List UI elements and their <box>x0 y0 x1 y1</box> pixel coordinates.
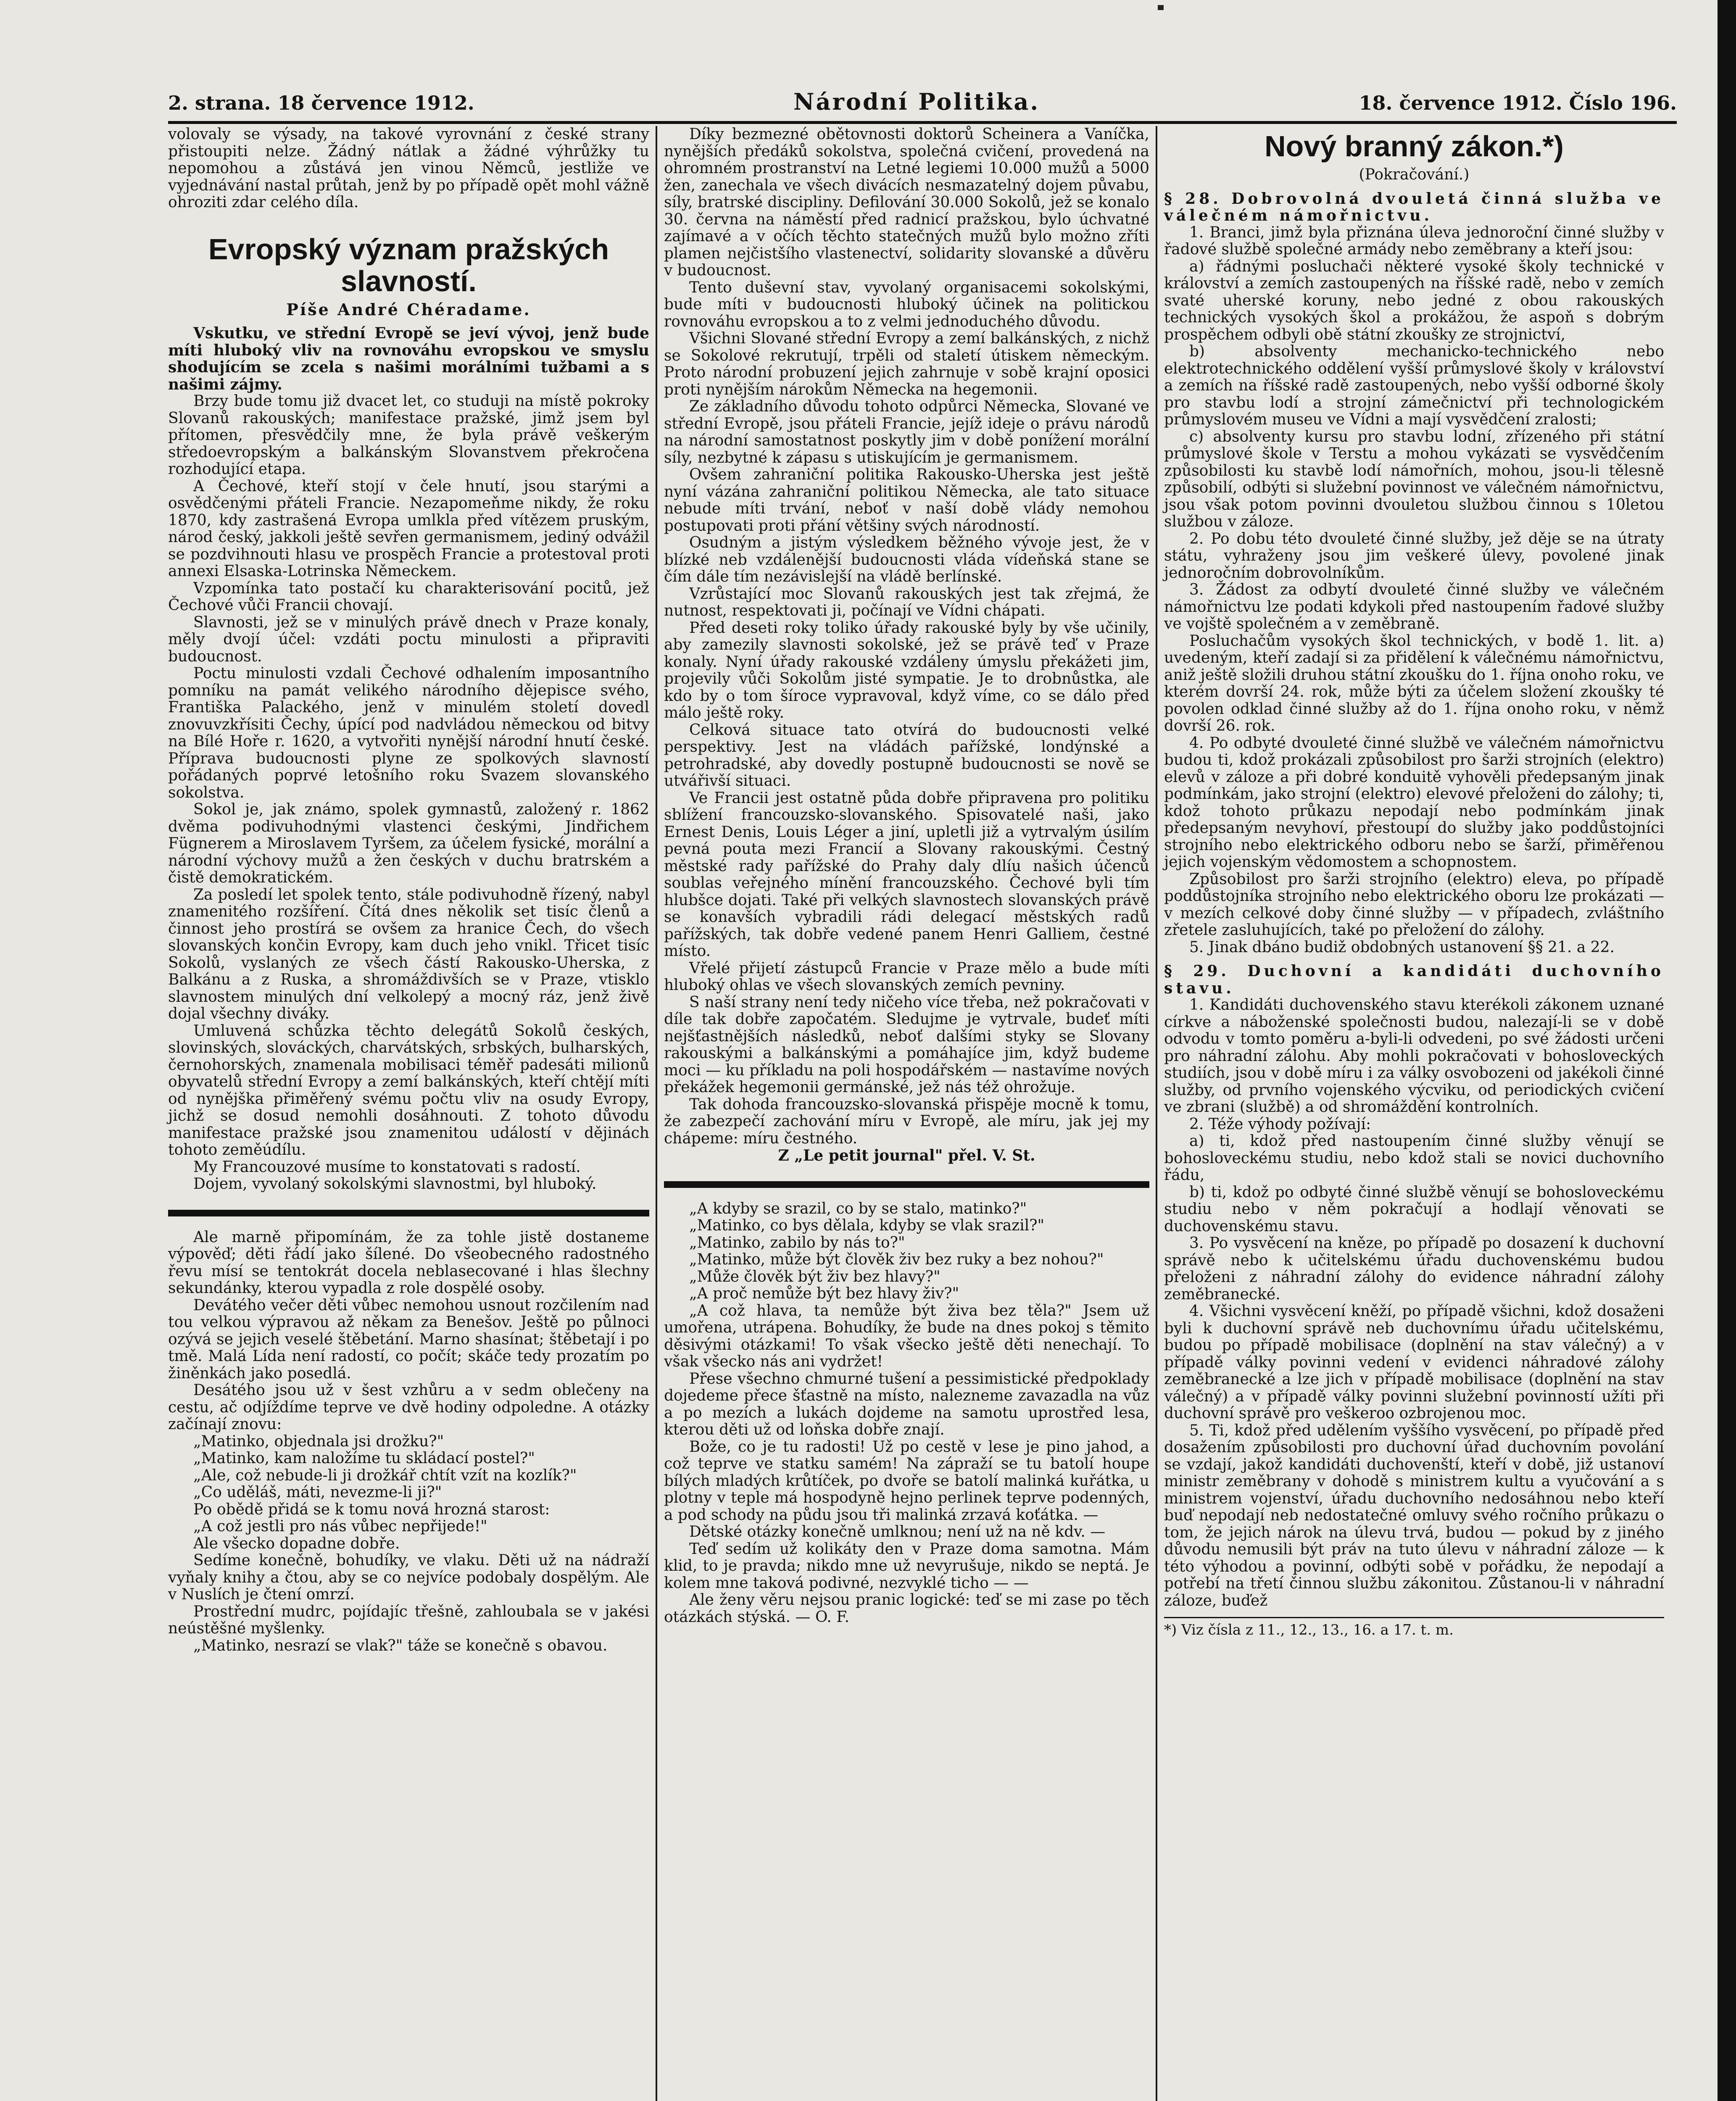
paragraph: „Matinko, objednala jsi drožku?" <box>193 1432 444 1450</box>
paragraph: Sokol je, jak známo, spolek gymnastů, založený r. 1862 dvěma podivuhodnými vlastenci českými, Jindřichem Fügnerem a Miroslavem Tyršem, za účelem fysické, morální a národní výchovy mužů a žen českých v duchu bratrském a čistě demokratickém. <box>168 801 649 886</box>
paragraph: Za posledí let spolek tento, stále podivuhodně řízený, nabyl znamenitého rozšíření. Čítá dnes několik set tisíc členů a činnost jeho prostírá se ovšem za hranice Čech, do všech slovanských končin Evropy, kam duch jeho vnikl. Třicet tisíc Sokolů, vyslaných ze všech částí Rakousko-Uherska, z Balkánu a z Ruska, a shromáždivších se v Praze, vtisklo slavnostem minulých dní velkolepý a mocný ráz, jenž živě dojal všechny diváky. <box>168 886 649 1022</box>
footnote: *) Viz čísla z 11., 12., 13., 16. a 17. t. m. <box>1164 1617 1664 1639</box>
paragraph: Vskutku, ve střední Evropě se jeví vývoj, jenž bude míti hluboký vliv na rovnováhu evropskou ve smyslu shodujícím se zcela s našimi morálními tužbami a s našimi zájmy. <box>168 324 649 393</box>
paragraph: Prostřední mudrc, pojídajíc třešně, zahloubala se v jakési neústěšné myšlenky. <box>168 1603 649 1637</box>
paragraph: Vzrůstající moc Slovanů rakouských jest tak zřejmá, že nutnost, respektovati ji, počínají ve Vídni chápati. <box>664 585 1149 619</box>
paragraph: Devátého večer děti vůbec nemohou usnout rozčilením nad tou velkou výpravou až někam za Benešov. Ještě po půlnoci ozývá se jejich veselé štěbetání. Marno shasínat; štěbetají i po tmě. Malá Lída není radostí, co počít; skáče tedy prozatím po žiněnkách jako posedlá. <box>168 1296 649 1382</box>
paragraph: Díky bezmezné obětovnosti doktorů Scheinera a Vaníčka, nynějších předáků sokolstva, společná cvičení, provedená na ohromném prostranství na Letné legiemi 10.000 mužů a 5000 žen, zanechala ve všech divácích nesmazatelný dojem půvabu, síly, bratrské discipliny. Defilování 30.000 Sokolů, jež se konalo 30. června na náměstí před radnicí pražskou, bylo úchvatné zajímavé a v očích těchto statečných mužů bylo možno zříti plamen nejčistšího vlastenectví, solidarity slovanské a důvěru v budoucnost. <box>664 126 1149 279</box>
paragraph: Desátého jsou už v šest vzhůru a v sedm oblečeny na cestu, ač odjíždíme teprve ve dvě hodiny odpoledne. A otázky začínají znovu: <box>168 1382 649 1433</box>
paragraph: Tak dohoda francouzsko-slovanská přispěje mocně k tomu, že zabezpečí zachování míru v Evropě, ale míru, jak jej my chápeme: míru čestného. <box>664 1095 1149 1147</box>
newspaper-title: Národní Politika. <box>793 88 1040 115</box>
paragraph: 1. Branci, jimž byla přiznána úleva jednoroční činné služby v řadové službě společné armády nebo zeměbrany a kteří jsou: <box>1164 224 1664 258</box>
paragraph: Celková situace tato otvírá do budoucnosti velké perspektivy. Jest na vládách pařížské, londýnské a petrohradské, aby dovedly postupně budoucnosti se nově se utvářivší situaci. <box>664 721 1149 790</box>
paragraph: Teď sedím už kolikáty den v Praze doma samotna. Mám klid, to je pravda; nikdo mne už nevyrušuje, nikdo se neptá. Je kolem mne taková podivné, nezvyklé ticho — — <box>664 1540 1149 1592</box>
paragraph: volovaly se výsady, na takové vyrovnání z české strany přistoupiti nelze. Žádný nátlak a žádné výhrůžky tu nepomohou a zůstává jen vinou Němců, jestliže ve vyjednávání nastal průtah, jenž by po případě opět mohl vážně ohroziti zdar celého díla. <box>168 126 649 211</box>
page-header <box>168 88 1677 124</box>
paragraph: „Ale, což nebude-li ji drožkář chtít vzít na kozlík?" <box>193 1466 577 1484</box>
paragraph: Vřelé přijetí zástupců Francie v Praze mělo a bude míti hluboký ohlas ve všech slovanských zemích pevniny. <box>664 959 1149 994</box>
paragraph: 1. Kandidáti duchovenského stavu kterékoli zákonem uznané církve a náboženské společnosti budou, nalezají-li se v době odvodu v tomto poměru a-byli-li odvedeni, po své žádosti určeni pro náhradní zálohu. Aby mohli pokračovati v bohosloveckých studiích, jsou v době míru i za války osvobozeni od jakékoli činné služby, od prvního vojenského výcviku, od periodických cvičení ve zbrani (službě) a od shromáždění kontrolních. <box>1164 996 1664 1116</box>
paragraph: Vzpomínka tato postačí ku charakterisování pocitů, jež Čechové vůči Francii chovají. <box>168 579 649 614</box>
source-signature: Z „Le petit journal" přel. V. St. <box>778 1147 1035 1164</box>
paragraph: 5. Jinak dbáno budiž obdobných ustanovení §§ 21. a 22. <box>1189 938 1615 956</box>
paragraph: „Matinko, co bys dělala, kdyby se vlak srazil?" <box>689 1217 1045 1234</box>
subtitle: (Pokračování.) <box>1359 166 1470 183</box>
paragraph: a) řádnými posluchači některé vysoké školy technické v království a zemích zastoupených na říšské radě, nebo v zemích svaté uherské koruny, nebo jedné z obou rakouských technických vysokých škol a prokážou, že aspoň s dobrým prospěchem odbyli obě státní zkoušky ze strojnictví, <box>1164 258 1664 343</box>
paragraph: S naší strany není tedy ničeho více třeba, než pokračovati v díle tak dobře započatém. Sledujme je vytrvale, budeť míti nejšťastnějších následků, neboť dalšími styky se Slovany rakouskými a balkánskými a pomáhajíce jim, když budeme moci — ku příkladu na poli hospodářském — nastavíme nových překážek hegemonii germánské, jež nás též ohrožuje. <box>664 993 1149 1096</box>
paragraph: Brzy bude tomu již dvacet let, co studuji na místě pokroky Slovanů rakouských; manifestace pražské, jimž jsem byl přítomen, přesvědčily mne, že byla právě veškerým středoevropským a balkánským Slovanstvem překročena rozhodující etapa. <box>168 392 649 478</box>
page-number: 2. strana. 18 července 1912. <box>168 92 474 114</box>
section-heading: § 28. Dobrovolná dvouletá činná služba ve válečném námořnictvu. <box>1164 190 1664 224</box>
column-divider <box>1156 126 1157 2101</box>
paragraph: Ovšem zahraniční politika Rakousko-Uherska jest ještě nyní vázána zahraniční politikou Německa, ale tato situace nebude míti trvání, neboť v naší době vlády nemohou postupovati proti přání většiny svých národností. <box>664 466 1149 534</box>
column-2 <box>664 126 1149 1626</box>
paragraph: 5. Ti, kdož před udělením vyššího vysvěcení, po případě před dosažením způsobilosti pro duchovní úřad duchovním povolání se vzdají, jakož kandidáti duchovenští, kteří v době, již ustanoví ministr zeměbrany v dohodě s ministrem kultu a vyučování a s ministrem vojenství, úřadu duchovního nedosáhnou nebo kteří buď nepodají neb nedostatečné omluvy svého ročního průkazu o tom, že jejich nárok na úlevu trvá, budou — pokud by z jiného důvodu nemusili být práv na tuto úlevu v náhradní záloze — k této výhodou a povinní, odbýti sobě v pořádku, že nepodají a potřebí na třetí činnou službu zákonitou. Zůstanou-li v náhradní záloze, buďež <box>1164 1422 1664 1609</box>
paragraph: „Může člověk být živ bez hlavy?" <box>689 1268 940 1285</box>
paragraph: Bože, co je tu radosti! Už po cestě v lese je pino jahod, a což teprve ve statku samém! Na zápraží se tu batolí houpe bílých mladých krůtíček, po dvoře se batolí malinká kuřátka, u plotny v teple má hospodyně hejno perlinek teprve podenných, a pod schody na půdu jsou tři malinká zrzavá koťátka. — <box>664 1438 1149 1524</box>
paragraph: Po obědě přidá se k tomu nová hrozná starost: <box>193 1501 550 1518</box>
paragraph: Dojem, vyvolaný sokolskými slavnostmi, byl hluboký. <box>193 1175 597 1193</box>
article-headline: Nový branný zákon.*) <box>1264 130 1564 163</box>
paragraph: Ale všecko dopadne dobře. <box>193 1535 400 1552</box>
paragraph: „Matinko, zabilo by nás to?" <box>689 1234 905 1251</box>
paragraph: Osudným a jistým výsledkem běžného vývoje jest, že v blízké neb vzdálenější budoucnosti vláda vídeňská stane se čím dále tím nezávislejší na vládě berlínské. <box>664 534 1149 585</box>
paragraph: c) absolventy kursu pro stavbu lodní, zřízeného při státní průmyslové škole v Terstu a mohou vykázati se vysvědčením způsobilosti ku stavbě lodí námořních, mohou, jsou-li tělesně způsobilí, odbýti si služební povinnost ve válečném námořnictvu, jsou však potom povinni dvouletou službou činnou s 10letou službou v záloze. <box>1164 428 1664 530</box>
paragraph: Ze základního důvodu tohoto odpůrci Německa, Slované ve střední Evropě, jsou přáteli Francie, jejíž ideje o právu národů na národní samostatnost poskytly jim v době ponížení morální síly, nezbytné k zápasu s utiskujícím je germanismem. <box>664 398 1149 466</box>
paragraph: Ale marně připomínám, že za tohle jistě dostaneme výpověď; děti řádí jako šílené. Do všeobecného radostného řevu mísí se tentokrát docela neblasecované i hlas šlechny sekundánky, kterou vypadla z role dospělé osoby. <box>168 1228 649 1297</box>
paragraph: Dětské otázky konečně umlknou; není už na ně kdv. — <box>689 1523 1106 1540</box>
paragraph: Poctu minulosti vzdali Čechové odhalením imposantního pomníku na památ velikého národního dějepisce svého, Františka Palackého, jenž v minulém století dovedl znovuvzkřísiti Čechy, úpící pod nadvládou německou od bitvy na Bílé Hoře r. 1620, a vytvořiti nynější národní hnutí české. Příprava budoucnosti plyne ze spolkových slavností pořádaných poprvé letošního roku Svazem slovanského sokolstva. <box>168 665 649 801</box>
paragraph: „A což hlava, ta nemůže být živa bez těla?" Jsem už umořena, utrápena. Bohudíky, že bude na dnes pokoj s těmito děsivými otázkami! To však všecko ještě děti nenechají. To však všecko nás ani vydržet! <box>664 1302 1149 1370</box>
paragraph: „A kdyby se srazil, co by se stalo, matinko?" <box>689 1200 1027 1217</box>
paragraph: Přese všechno chmurné tušení a pessimistické předpoklady dojedeme přece šťastně na místo, nalezneme zavazadla na vůz a po mezích a lukách dojdeme na samotu uprostřed lesa, kterou děti už od loňska dobře znají. <box>664 1370 1149 1438</box>
paragraph: Ale ženy věru nejsou pranic logické: teď se mi zase po těch otázkách stýská. — O. F. <box>664 1591 1149 1626</box>
paragraph: Sedíme konečně, bohudíky, ve vlaku. Děti už na nádraží vyňaly knihy a čtou, aby se co nejvíce podobaly dospělým. Ale v Nuslích je čtení omrzí. <box>168 1552 649 1603</box>
paragraph: 2. Téže výhody požívají: <box>1189 1115 1371 1133</box>
paragraph: „A což jestli pro nás vůbec nepřijede!" <box>193 1518 487 1535</box>
article-headline: Evropský význam pražských slavností. <box>208 232 609 298</box>
paragraph: 2. Po dobu této dvouleté činné služby, jež děje se na útraty státu, vyhraženy jsou jim veškeré úlevy, povolené jinak jednoročním dobrovolníkům. <box>1164 530 1664 582</box>
section-rule <box>168 1210 649 1216</box>
column-1 <box>168 126 649 1654</box>
scan-artifact <box>1158 5 1164 10</box>
scan-edge <box>1718 0 1736 2101</box>
paragraph: Tento duševní stav, vyvolaný organisacemi sokolskými, bude míti v budoucnosti hluboký účinek na politickou rovnováhu evropskou a to z velmi jednoduchého důvodu. <box>664 279 1149 330</box>
paragraph: 3. Po vysvěcení na kněze, po případě po dosazení k duchovní správě nebo k učitelskému úřadu duchovenskému budou přeloženi z náhradní zálohy do evidence náhradní zálohy zeměbranecké. <box>1164 1235 1664 1303</box>
issue-date: 18. července 1912. Číslo 196. <box>1359 92 1677 114</box>
paragraph: 4. Po odbyté dvouleté činné službě ve válečném námořnictvu budou ti, kdož prokázali způsobilost pro šarži strojních (elektro) elevů v záloze a při dobré konduitě vyhověli předepsaným jinak podmínkám, jako strojní (elektro) elevové přeloženi do zálohy; ti, kdož tohoto průkazu nepodají nebo podmínkám jinak předepsaným nevyhoví, přestoupí do služby jako poddůstojníci strojního nebo elektrického odboru nebo se šarží, přiměřenou jejich vojenským vědomostem a schopnostem. <box>1164 734 1664 871</box>
paragraph: b) absolventy mechanicko-technického nebo elektrotechnického oddělení vyšší průmyslové školy v království a zemích na říšské radě zastoupených, nebo vyšší odborné školy pro stavbu lodí a strojní zámečnictví při technologickém průmyslovém museu ve Vídni a mají vysvědčení zralosti; <box>1164 343 1664 428</box>
paragraph: My Francouzové musíme to konstatovati s radostí. <box>193 1158 581 1176</box>
byline: Píše André Chéradame. <box>286 300 531 319</box>
paragraph: Umluvená schůzka těchto delegátů Sokolů českých, slovinských, slováckých, charvátských, srbských, bulharských, černohorských, znamenala mobilisaci téměř padesáti milionů obyvatelů střední Evropy a zemí balkánských, kteří chtějí míti od nynějška přiměřený svému počtu vliv na osudy Evropy, jichž se dosud nemohli dosáhnouti. Z tohoto důvodu manifestace pražské jsou znamenitou událostí v dějinách tohoto zeměúdílu. <box>168 1022 649 1158</box>
paragraph: 3. Žádost za odbytí dvouleté činné služby ve válečném námořnictvu lze podati kdykoli před nastoupením řadové služby ve vojště společném a v zeměbraně. <box>1164 581 1664 632</box>
paragraph: a) ti, kdož před nastoupením činné služby věnují se bohosloveckému studiu, nebo kdož stali se novici duchovního řádu, <box>1164 1132 1664 1184</box>
paragraph: „Matinko, kam naložíme tu skládací postel?" <box>193 1450 535 1467</box>
paragraph: „Matinko, nesrazí se vlak?" táže se konečně s obavou. <box>193 1637 608 1654</box>
paragraph: Posluchačům vysokých škol technických, v bodě 1. lit. a) uvedeným, kteří zadají si za přidělení k válečnému námořnictvu, aniž ještě složili druhou státní zkoušku do 1. října onoho roku, ve kterém dovrší 24. rok, může býti za účelem složení zkoušky té povolen odklad činné služby až do 1. října onoho roku, v němž dovrší 26. rok. <box>1164 632 1664 735</box>
paragraph: Před deseti roky toliko úřady rakouské byly by vše učinily, aby zamezily slavnosti sokolské, jež se právě teď v Praze konaly. Nyní úřady rakouské vzdáleny úmyslu překážeti jim, projevily vůči Sokolům jisté sympatie. Je to drobnůstka, ale kdo by o tom šíroce vypravoval, když víme, co se dálo před málo ještě roky. <box>664 619 1149 721</box>
paragraph: A Čechové, kteří stojí v čele hnutí, jsou starými a osvědčenými přáteli Francie. Nezapomeňme nikdy, že roku 1870, kdy zastrašená Evropa umlkla před vítězem pruským, národ český, jakkoli ještě sevřen germanismem, jediný odvážil se pozdvihnouti hlasu ve prospěch Francie a protestoval proti annexi Elsaska-Lotrinska Německem. <box>168 477 649 580</box>
paragraph: 4. Všichni vysvěcení kněží, po případě všichni, kdož dosaženi byli k duchovní správě neb duchovnímu úřadu učitelskému, budou po případě mobilisace (doplnění na stav válečný) a v případě války povinni vedení v evidenci náhradové zálohy zeměbranecké a lze jich v případě mobilisace (doplnění na stav válečný) a v případě války povinni služební povinností užíti při duchovní správě pro veškeroo ozbrojenou moc. <box>1164 1303 1664 1422</box>
paragraph: Ve Francii jest ostatně půda dobře připravena pro politiku sblížení francouzsko-slovanského. Spisovatelé naši, jako Ernest Denis, Louis Léger a jiní, upletli již a vytrvalým úsilím pevná pouta mezi Francií a Slovany rakouskými. Čestný městské rady pařížské do Prahy daly dlíu našich účenců soublas veřejného mínění francouzského. Čechové byli tím hlubšce dojati. Také při velkých slavnostech slovanských právě se konavších vybradili rádi delegací městských radů pařížských, tak dobře vedené panem Henri Galliem, čestné místo. <box>664 789 1149 960</box>
paragraph: „A proč nemůže být bez hlavy živ?" <box>689 1285 959 1302</box>
section-heading: § 29. Duchovní a kandidáti duchovního stavu. <box>1164 962 1664 997</box>
paragraph: b) ti, kdož po odbyté činné službě věnují se bohosloveckému studiu nebo v něm pokračují a hodlají věnovati se duchovenskému stavu. <box>1164 1183 1664 1235</box>
paragraph: Všichni Slované střední Evropy a zemí balkánských, z nichž se Sokolové rekrutují, trpěli od staletí útiskem německým. Proto národní probuzení jejich zahrnuje v sobě krajní oposici proti nynějším nárokům Německa na hegemonii. <box>664 330 1149 398</box>
column-divider <box>656 126 657 2101</box>
paragraph: Slavnosti, jež se v minulých právě dnech v Praze konaly, měly dvojí účel: vzdáti poctu minulosti a připraviti budoucnost. <box>168 613 649 665</box>
section-rule <box>664 1181 1149 1188</box>
paragraph: Způsobilost pro šarži strojního (elektro) eleva, po případě poddůstojníka strojního nebo elektrického oboru lze prokázati — v mezích celkové doby činné služby — v případech, zvláštního zřetele zasluhujících, také po přeložení do zálohy. <box>1164 870 1664 939</box>
paragraph: „Matinko, může být člověk živ bez ruky a bez nohou?" <box>689 1251 1104 1268</box>
column-3 <box>1164 126 1664 1639</box>
paragraph: „Co uděláš, máti, nevezme-li ji?" <box>193 1484 442 1501</box>
